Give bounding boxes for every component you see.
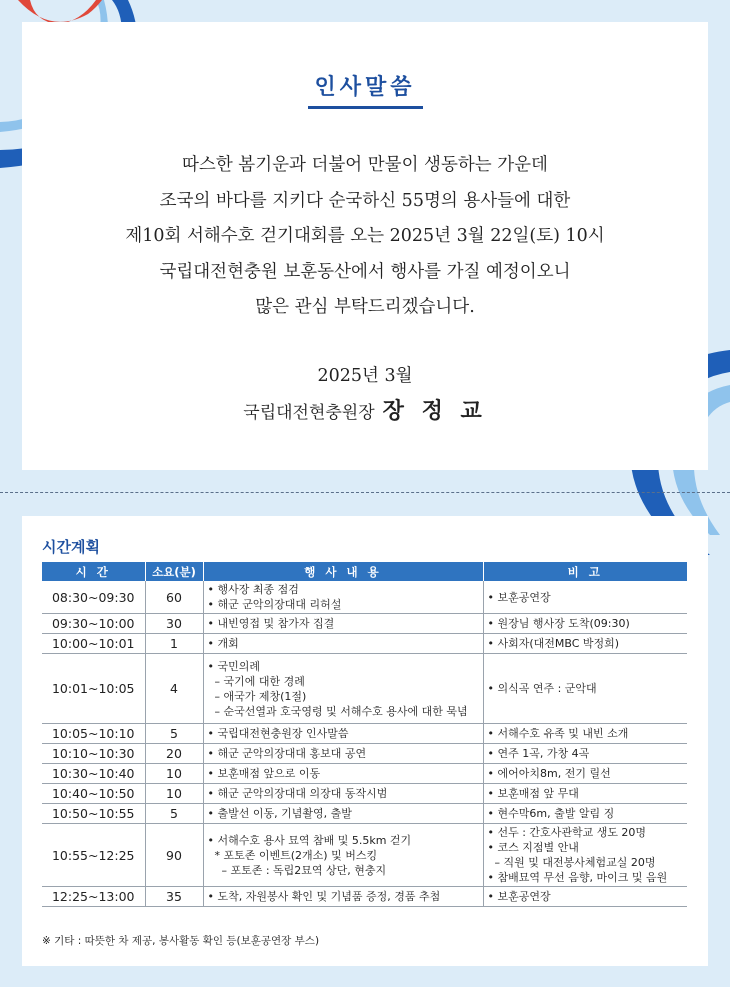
cell-time: 10:00~10:01	[42, 634, 145, 654]
cell-content-line: * 포토존 이벤트(2개소) 및 버스킹	[207, 848, 378, 862]
cell-time: 09:30~10:00	[42, 614, 145, 634]
cell-content-line: • 국민의례	[207, 659, 260, 673]
cell-content	[203, 654, 483, 724]
header-note: 비 고	[483, 562, 687, 581]
greeting-line: 조국의 바다를 지키다 순국하신 55명의 용사들에 대한	[159, 190, 571, 211]
signer-name: 장 정 교	[382, 398, 487, 424]
cell-note-line: • 현수막6m, 출발 알림 징	[487, 807, 615, 820]
signer-organization: 국립대전현충원장	[243, 403, 375, 423]
cell-note	[483, 634, 687, 654]
cell-duration: 60	[145, 581, 203, 614]
cell-note	[483, 764, 687, 784]
cell-content-line: • 보훈매점 앞으로 이동	[207, 767, 321, 780]
cell-note-line: • 연주 1곡, 가창 4곡	[487, 747, 590, 760]
schedule-body	[42, 581, 687, 907]
schedule-card	[22, 516, 708, 966]
cell-time: 10:40~10:50	[42, 784, 145, 804]
header-duration: 소요(분)	[145, 562, 203, 581]
cell-time: 10:05~10:10	[42, 724, 145, 744]
cell-content-line: • 내빈영접 및 참가자 집결	[207, 617, 335, 630]
cell-time: 12:25~13:00	[42, 887, 145, 907]
greeting-message	[22, 148, 708, 326]
cell-content-line: • 도착, 자원봉사 확인 및 기념품 증정, 경품 추첨	[207, 890, 441, 903]
cell-duration: 5	[145, 724, 203, 744]
title-underline	[308, 106, 423, 109]
table-row	[42, 784, 687, 804]
table-row	[42, 654, 687, 724]
cell-duration: 4	[145, 654, 203, 724]
cell-duration: 35	[145, 887, 203, 907]
cell-note-line: • 선두 : 간호사관학교 생도 20명	[487, 826, 647, 839]
cell-content	[203, 634, 483, 654]
cell-duration: 10	[145, 784, 203, 804]
cell-note	[483, 744, 687, 764]
cell-content-line: • 개회	[207, 637, 239, 650]
cell-content-line: • 서해수호 용사 묘역 참배 및 5.5km 걷기	[207, 833, 412, 847]
cell-time: 08:30~09:30	[42, 581, 145, 614]
table-row	[42, 634, 687, 654]
cell-note	[483, 804, 687, 824]
cell-content-line: • 출발선 이동, 기념촬영, 출발	[207, 807, 352, 820]
cell-note	[483, 824, 687, 887]
table-row	[42, 744, 687, 764]
table-row	[42, 824, 687, 887]
cell-note	[483, 581, 687, 614]
greeting-line: 국립대전현충원 보훈동산에서 행사를 가질 예정이오니	[159, 261, 571, 282]
cell-note-line: • 보훈공연장	[487, 590, 551, 604]
schedule-table	[42, 562, 687, 907]
cell-content	[203, 744, 483, 764]
table-row	[42, 804, 687, 824]
cell-content	[203, 764, 483, 784]
cell-duration: 20	[145, 744, 203, 764]
cell-note-line: • 사회자(대전MBC 박정희)	[487, 637, 620, 650]
greeting-line: 제10회 서해수호 걷기대회를 오는 2025년 3월 22일(토) 10시	[125, 226, 605, 246]
greeting-date: 2025년 3월	[317, 366, 413, 386]
table-row	[42, 581, 687, 614]
cell-duration: 5	[145, 804, 203, 824]
greeting-title: 인사말씀	[314, 75, 416, 100]
cell-time: 10:01~10:05	[42, 654, 145, 724]
cell-content-line: • 행사장 최종 점검	[207, 583, 299, 596]
cell-content	[203, 804, 483, 824]
signature-block	[22, 394, 708, 425]
cell-note	[483, 784, 687, 804]
cell-note-line: • 참배묘역 무선 음향, 마이크 및 음원	[487, 871, 668, 884]
cell-note-line: • 서해수호 유족 및 내빈 소개	[487, 727, 629, 740]
table-row	[42, 614, 687, 634]
cell-note-line: • 보훈매점 앞 무대	[487, 787, 579, 800]
cell-time: 10:30~10:40	[42, 764, 145, 784]
cell-duration: 10	[145, 764, 203, 784]
schedule-header-row	[42, 562, 687, 581]
cell-note-line: – 직원 및 대전봉사체험교실 20명	[487, 856, 656, 869]
greeting-line: 많은 관심 부탁드리겠습니다.	[255, 297, 475, 317]
cell-content-line: • 해군 군악의장대대 홍보대 공연	[207, 747, 367, 760]
cell-duration: 1	[145, 634, 203, 654]
cell-note	[483, 614, 687, 634]
cell-note	[483, 887, 687, 907]
cell-content	[203, 887, 483, 907]
cell-note	[483, 654, 687, 724]
cell-note-line: • 의식곡 연주 : 군악대	[487, 682, 597, 695]
header-content: 행 사 내 용	[203, 562, 483, 581]
cell-content-line: • 국립대전현충원장 인사말씀	[207, 727, 349, 740]
cell-note-line: • 보훈공연장	[487, 890, 551, 903]
table-row	[42, 887, 687, 907]
cell-duration: 30	[145, 614, 203, 634]
schedule-footnote: ※ 기타 : 따뜻한 차 제공, 봉사활동 확인 등(보훈공연장 부스)	[42, 935, 320, 947]
table-row	[42, 764, 687, 784]
cell-content	[203, 784, 483, 804]
cell-note-line: • 코스 지점별 안내	[487, 841, 579, 854]
cell-content-line: – 포토존 : 독립2묘역 상단, 현충지	[207, 863, 387, 877]
cell-content-line: – 국기에 대한 경례	[207, 674, 305, 688]
table-row	[42, 724, 687, 744]
cell-content	[203, 581, 483, 614]
cell-content	[203, 724, 483, 744]
cell-content-line: – 순국선열과 호국영령 및 서해수호 용사에 대한 묵념	[207, 704, 468, 718]
cell-content-line: • 해군 군악의장대대 리허설	[207, 598, 342, 611]
cell-content	[203, 614, 483, 634]
cell-time: 10:55~12:25	[42, 824, 145, 887]
cell-note-line: • 원장님 행사장 도착(09:30)	[487, 617, 630, 630]
greeting-card	[22, 22, 708, 470]
cell-time: 10:10~10:30	[42, 744, 145, 764]
cell-content-line: • 해군 군악의장대대 의장대 동작시범	[207, 787, 388, 800]
schedule-title: 시간계획	[42, 538, 100, 556]
header-time: 시 간	[42, 562, 145, 581]
cell-content-line: – 애국가 제창(1절)	[207, 689, 307, 703]
greeting-line: 따스한 봄기운과 더불어 만물이 생동하는 가운데	[182, 155, 548, 175]
cell-content	[203, 824, 483, 887]
dashed-divider	[0, 492, 730, 493]
cell-duration: 90	[145, 824, 203, 887]
cell-note-line: • 에어아치8m, 전기 릴선	[487, 767, 611, 780]
cell-time: 10:50~10:55	[42, 804, 145, 824]
cell-note	[483, 724, 687, 744]
